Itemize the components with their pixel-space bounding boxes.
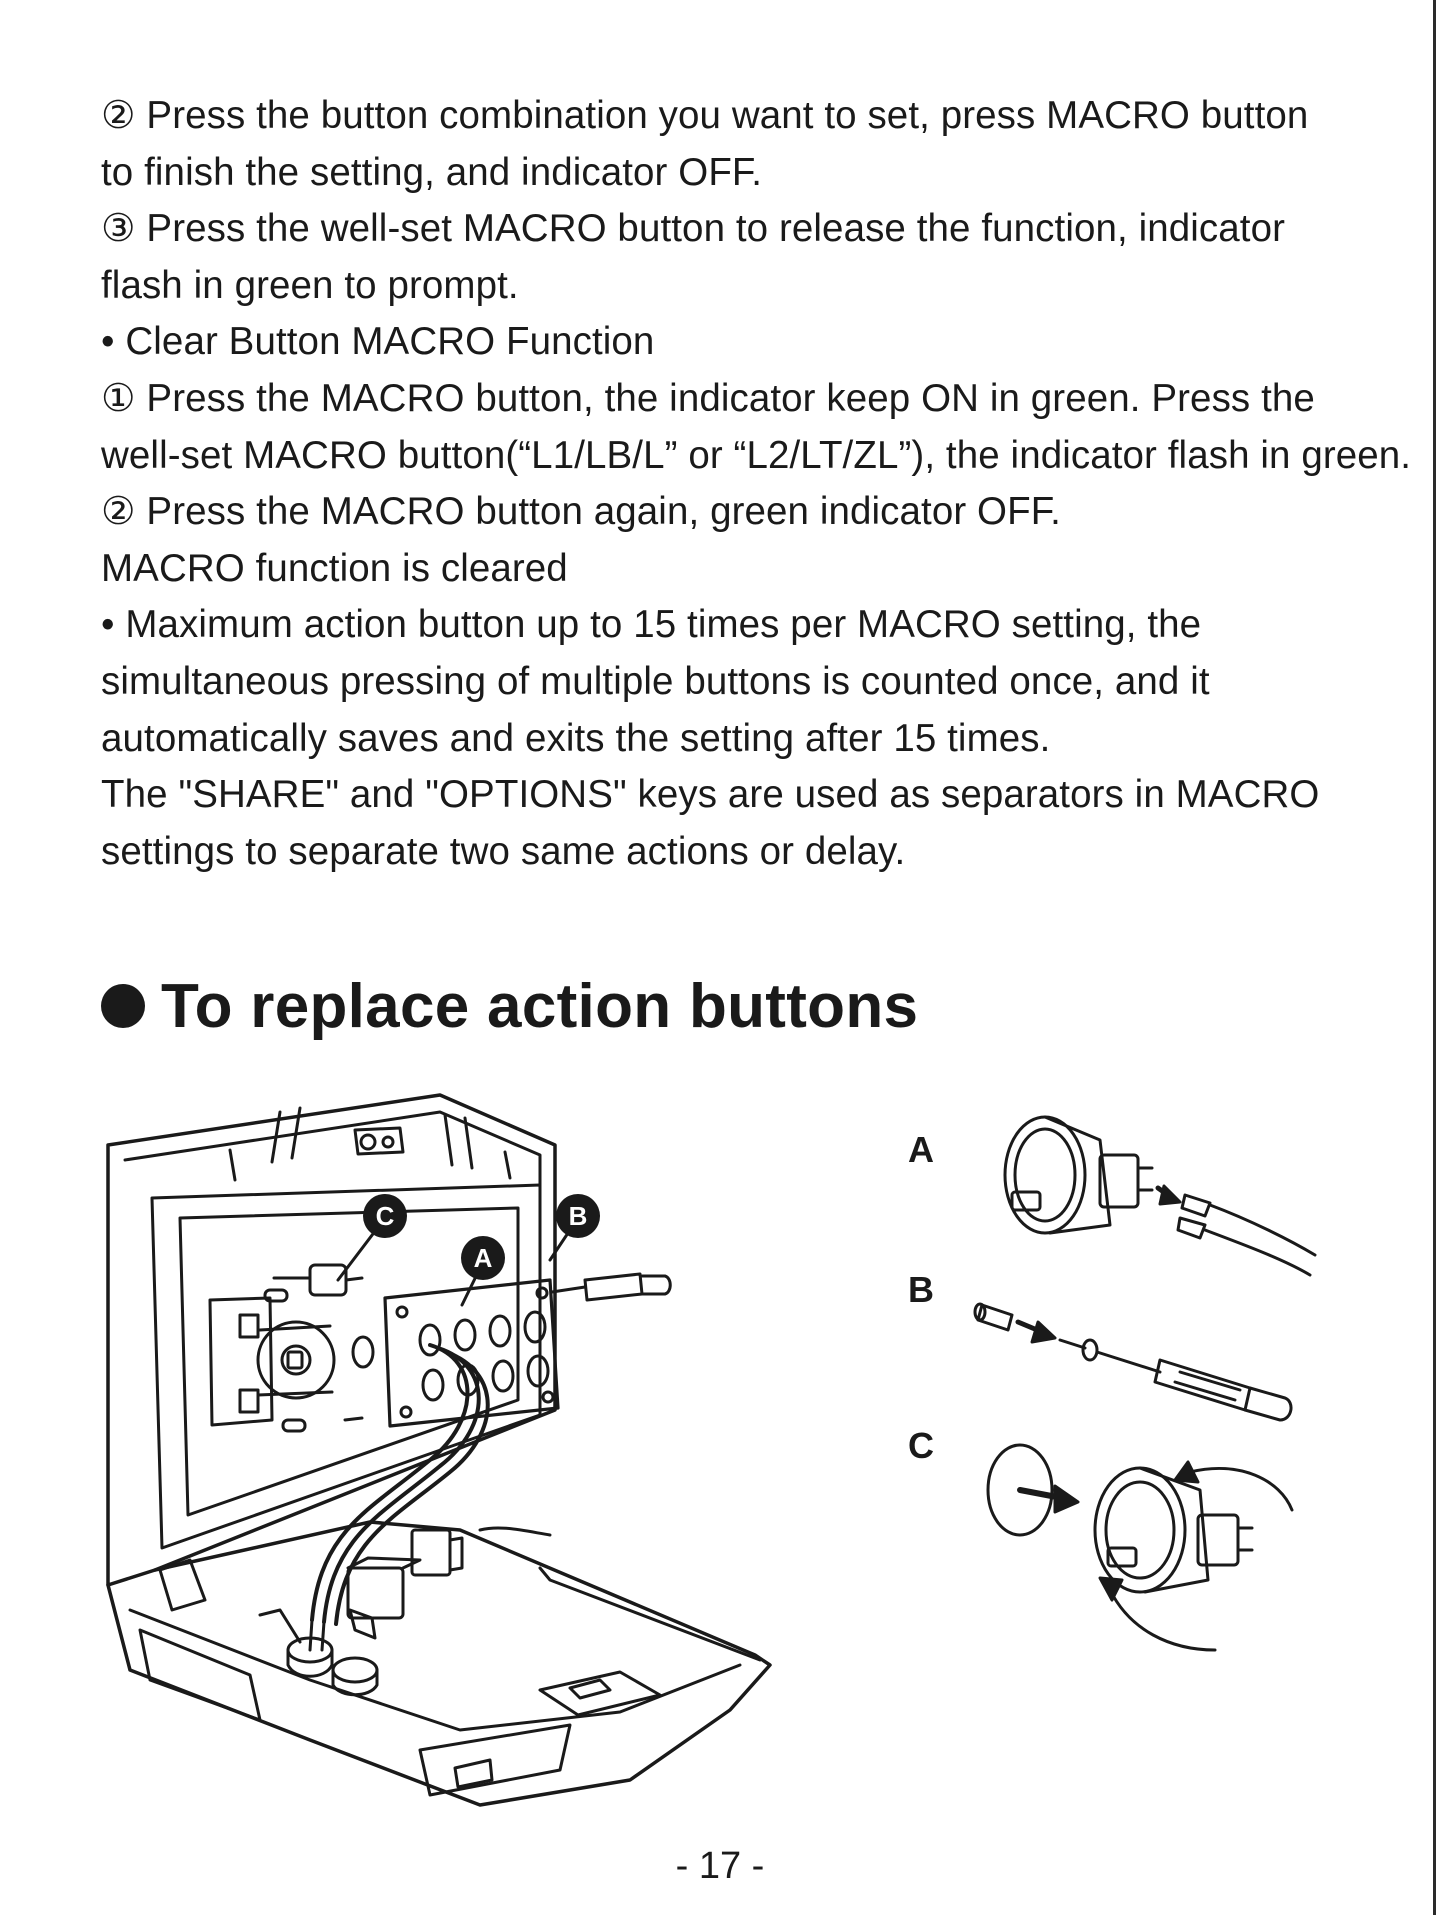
callout-a <box>461 1236 505 1280</box>
callout-a-label: A <box>473 1243 493 1273</box>
instruction-line: well-set MACRO button(“L1/LB/L” or “L2/LT/ZL”), the indicator flash in green. <box>101 433 1412 477</box>
instruction-line: • Clear Button MACRO Function <box>101 320 655 364</box>
instruction-line: ③ Press the well-set MACRO button to release the function, indicator <box>101 207 1286 251</box>
page-number: - 17 - <box>675 1845 765 1887</box>
page-edge-line <box>1433 0 1436 1915</box>
button-replacement-diagram <box>100 1090 1340 1830</box>
step-a-illustration <box>1005 1117 1315 1275</box>
instruction-line: ② Press the MACRO button again, green indicator OFF. <box>101 490 1061 534</box>
callout-b-label: B <box>568 1201 588 1231</box>
step-b-illustration <box>975 1304 1291 1420</box>
instruction-line: ② Press the button combination you want to set, press MACRO button <box>101 94 1309 137</box>
step-a-label: A <box>908 1129 934 1170</box>
macro-instructions <box>101 88 1412 880</box>
arcade-stick-illustration <box>108 1095 770 1805</box>
instruction-line: simultaneous pressing of multiple buttons is counted once, and it <box>101 659 1210 703</box>
callout-b <box>556 1194 600 1238</box>
step-c-label: C <box>908 1425 934 1466</box>
step-c-illustration <box>988 1445 1292 1650</box>
instruction-line: flash in green to prompt. <box>101 263 519 307</box>
bullet-dot-icon <box>101 984 145 1028</box>
instruction-line: ① Press the MACRO button, the indicator keep ON in green. Press the <box>101 376 1315 420</box>
instruction-line: The "SHARE" and "OPTIONS" keys are used as separators in MACRO <box>101 773 1320 817</box>
section-title: To replace action buttons <box>161 971 919 1041</box>
instruction-line: • Maximum action button up to 15 times per MACRO setting, the <box>101 603 1202 647</box>
instruction-line: MACRO function is cleared <box>101 546 568 590</box>
instruction-line: automatically saves and exits the setting after 15 times. <box>101 716 1051 760</box>
instruction-line: settings to separate two same actions or delay. <box>101 829 906 873</box>
section-heading <box>101 966 918 1046</box>
callout-c-label: C <box>375 1201 395 1231</box>
callout-c <box>363 1194 407 1238</box>
instruction-line: to finish the setting, and indicator OFF. <box>101 150 763 194</box>
step-b-label: B <box>908 1269 934 1310</box>
